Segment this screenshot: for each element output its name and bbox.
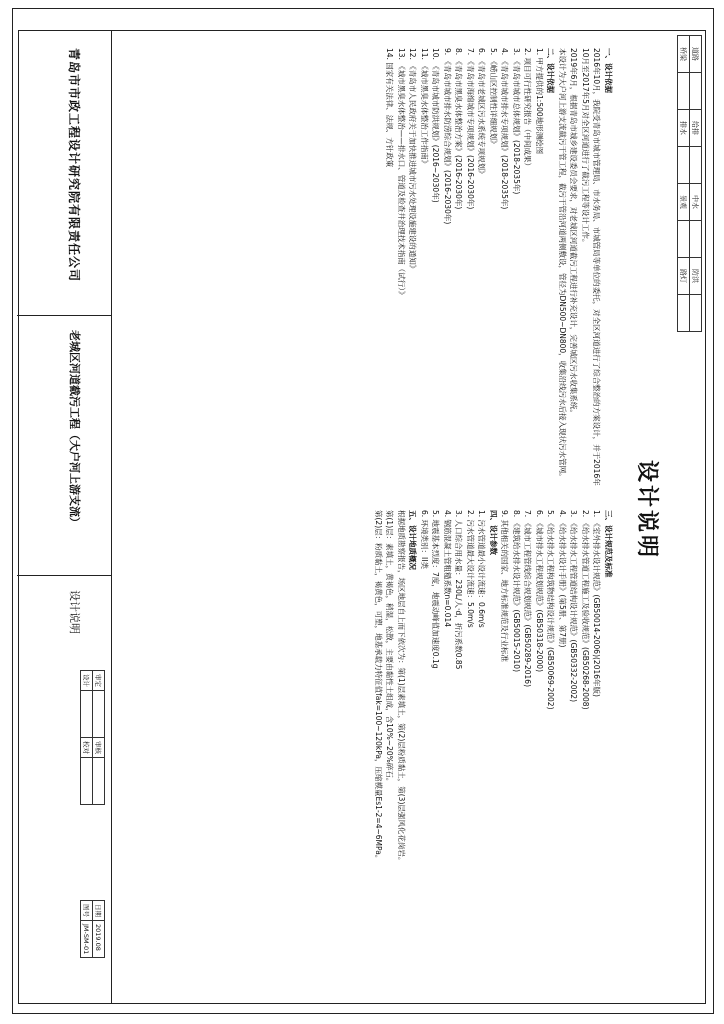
- list-item: 8. 《青岛市黑臭水体整治方案》(2016-2030年): [454, 48, 464, 210]
- list-item: 4. 《给水排水设计手册》(第5册、第7册): [558, 510, 567, 648]
- sign-cell: [93, 691, 105, 738]
- tag-cell: 给排: [690, 110, 702, 147]
- list-item: 6. 《青岛市老城区污水系统专项规划》: [477, 48, 487, 178]
- tag-cell: 路灯: [678, 258, 690, 295]
- list-item: 2. 《给水排水管道工程施工及验收规范》(GB50268-2008): [581, 510, 590, 710]
- tag-cell: 中水: [690, 184, 702, 221]
- list-item: 11. 《城市黑臭水体整治工作指南》: [420, 48, 429, 168]
- company-name: 青岛市市政工程设计研究院有限责任公司: [67, 48, 81, 283]
- meta-row: [81, 901, 93, 958]
- project-name: 老城区河道截污工程（大户河上游支流）: [68, 330, 81, 528]
- section-heading: 三、设计规范及标准: [604, 510, 613, 578]
- sign-row: [81, 671, 93, 805]
- section-heading: 五、设计地质概况: [408, 510, 418, 570]
- list-item: 10. 《青岛市城市防洪规划》(2016~2030年): [431, 48, 441, 203]
- tag-row: [690, 36, 702, 332]
- divider: [17, 315, 111, 316]
- sign-cell: [81, 758, 93, 805]
- drawing-name: 设计说明: [68, 590, 81, 634]
- tag-cell: [690, 73, 702, 110]
- tag-cell: 排水: [678, 110, 690, 147]
- body-paragraph: 2016年10月，我院受青岛市城市管理局、市水务局、市城管局等单位的委托，对全区河道进行了综合整治的方案设计，并于2016年10月至2017年5月对全区河道进行了截污工程等设计工作。: [581, 48, 602, 486]
- section-heading: 四、设计参数: [489, 510, 498, 555]
- list-item: 3. 《青岛市城市总体规划》(2018-2035年): [512, 48, 521, 195]
- tag-cell: 景观: [678, 184, 690, 221]
- list-item: 12. 《青岛市人民政府关于加快推进城市污水处理设施建设的通知》: [408, 48, 418, 273]
- section-heading: 二、设计依据: [546, 48, 556, 93]
- list-item: 5. 《崂山区控制性详细规划》: [489, 48, 498, 148]
- list-item: 2. 污水管道最大设计流速：5.0m/s: [466, 510, 475, 628]
- tag-cell: 桥梁: [678, 36, 690, 73]
- tag-row: [678, 36, 690, 332]
- meta-value: 2019.08: [93, 921, 105, 958]
- meta-row: [93, 901, 105, 958]
- sign-row: [93, 671, 105, 805]
- list-item: 5. 《给水排水工程构筑物结构设计规范》(GB50069-2002): [546, 510, 556, 710]
- sign-cell: 校对: [81, 738, 93, 758]
- tag-cell: [678, 221, 690, 258]
- list-item: 4. 《青岛市城市排水专项规划》(2018-2035年): [500, 48, 510, 210]
- list-item: 14. 国家有关法律、法规、方针政策: [385, 48, 395, 168]
- drawing-meta-grid: [80, 900, 105, 958]
- sign-cell: 设计: [81, 671, 93, 691]
- list-item: 9. 其他相关的国家、地方标准规范及行业标准: [500, 510, 510, 663]
- list-item: 6. 《城市排水工程规划规范》(GB50318-2000): [535, 510, 544, 672]
- list-item: 13. 《城市黑臭水体整治——排水口、管道及检查井治理技术指南（试行）》: [397, 48, 406, 299]
- list-item: 4. 钢筋混凝土管粗糙系数n=0.014: [443, 510, 452, 628]
- signature-grid: [80, 670, 105, 805]
- left-text-column: [384, 48, 614, 488]
- sign-cell: 审定: [93, 671, 105, 691]
- list-item: 9. 《青岛市城市排水防涝综合规划》(2016-2030年): [443, 48, 452, 225]
- list-item: 1. 甲方提供的1:500地形测绘图: [535, 48, 544, 155]
- tag-cell: 防洪: [690, 258, 702, 295]
- sign-cell: [93, 758, 105, 805]
- discipline-tag-table: [677, 35, 702, 332]
- list-item: 8. 《建筑给水排水设计规范》(GB50015-2010): [512, 510, 521, 672]
- list-item: 6. 环境类别：II类: [420, 510, 429, 569]
- section-heading: 一、设计依据: [604, 48, 613, 93]
- tag-cell: [690, 295, 702, 332]
- list-item: 1. 污水管道最小设计流速：0.6m/s: [477, 510, 487, 628]
- list-item: 3. 《给水排水工程管道结构设计规范》(GB50332-2002): [569, 510, 579, 702]
- meta-label: 图号: [81, 901, 93, 921]
- tag-cell: [678, 73, 690, 110]
- list-item: 7. 《城市工程管线综合规划规范》(GB50289-2016): [523, 510, 533, 687]
- body-paragraph: 本设计为大户河上游支流截污干管工程，截污干管沿河道两侧敷设，管径为DN500~DN800，收集沿线污水后接入现状污水管网。: [558, 48, 567, 481]
- list-item: 3. 人口综合用水量：230L/人·d，折污系数0.85: [454, 510, 464, 670]
- meta-label: 日期: [93, 901, 105, 921]
- tag-cell: 道路: [690, 36, 702, 73]
- list-item: 5. 地震基本烈度：7度，地震动峰值加速度0.1g: [431, 510, 441, 669]
- sign-cell: [81, 691, 93, 738]
- body-paragraph: 2019年6月，根据青岛市城乡建设委员会要求，对老城区河道截污工程进行补充设计，完善城区污水收集系统。: [569, 48, 579, 417]
- list-item: 1. 《室外排水设计规范》(GB50014-2006)(2016年版): [592, 510, 602, 697]
- page-title: 设计说明: [634, 459, 659, 560]
- body-paragraph: 第(1)层：素填土，黄褐色，稍湿，松散，主要由黏性土组成，含10%~20%碎石。: [385, 510, 395, 786]
- list-item: 7. 《青岛市海绵城市专项规划》(2016-2030年): [466, 48, 475, 210]
- tag-cell: [678, 295, 690, 332]
- body-paragraph: 根据地质勘察报告，场区地层自上而下依次为：第(1)层素填土，第(2)层粉质黏土，第(3)层强风化花岗岩。: [397, 510, 406, 865]
- right-text-column: [373, 510, 615, 990]
- tag-cell: [690, 147, 702, 184]
- title-block: [17, 30, 112, 1004]
- tag-cell: [690, 221, 702, 258]
- divider: [17, 575, 111, 576]
- body-paragraph: 第(2)层：粉质黏土，褐黄色，可塑，地基承载力特征值fak=100~120kPa，压缩模量Es1-2=4~6MPa。: [374, 510, 383, 863]
- tag-cell: [678, 147, 690, 184]
- list-item: 2. 项目可行性研究报告（中间成果）: [523, 48, 533, 171]
- meta-value: JM-SM-01: [81, 921, 93, 958]
- sign-cell: 审核: [93, 738, 105, 758]
